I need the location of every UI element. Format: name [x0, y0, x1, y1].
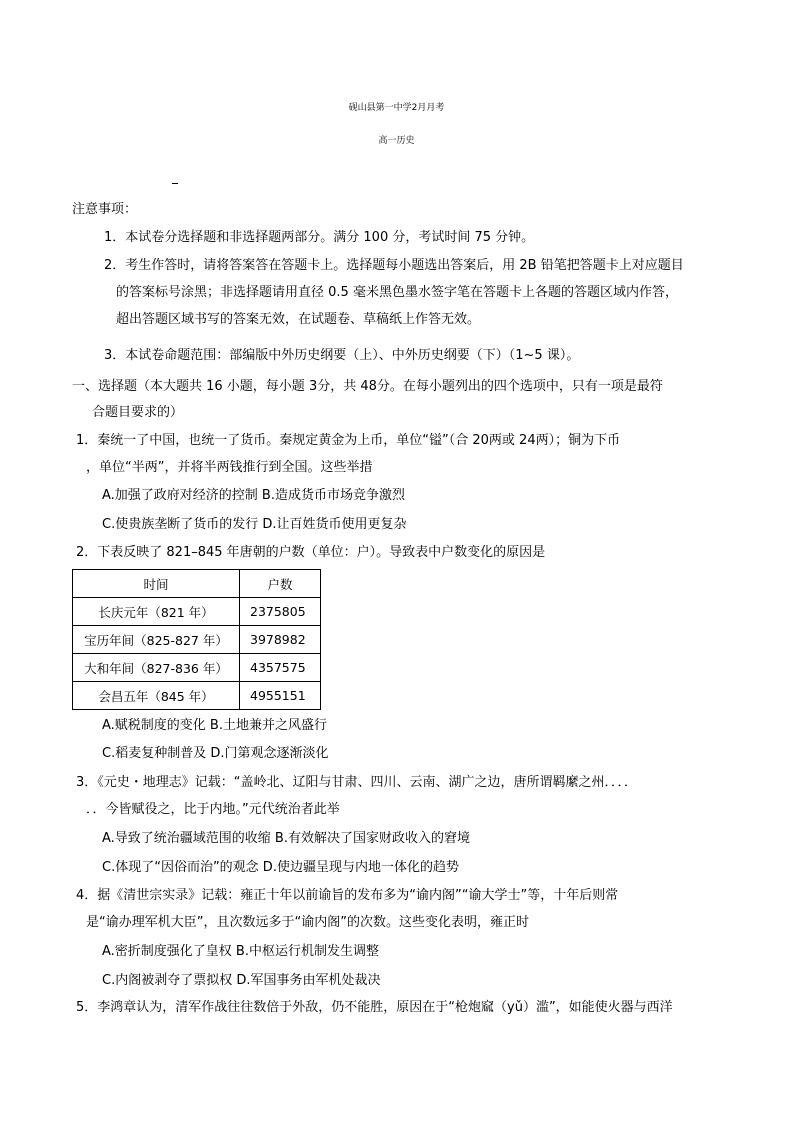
exam-title: 砚山县第一中学2月月考	[348, 103, 445, 113]
notice-heading: 注意事项：	[72, 202, 138, 217]
notice-item-3: 3．本试卷命题范围：部编版中外历史纲要（上）、中外历史纲要（下）（1~5 课）。	[104, 348, 580, 363]
subject-title: 高一历史	[378, 136, 415, 146]
q4-stem-line-1: 4．据《清世宗实录》记载：雍正十年以前谕旨的发布多为“谕内阁”“谕大学士”等，十年后则常	[76, 888, 619, 903]
q2-stem: 2．下表反映了 821–845 年唐朝的户数（单位：户）。导致表中户数变化的原因是	[76, 545, 546, 560]
q4-options-ab: A.密折制度强化了皇权 B.中枢运行机制发生调整	[102, 944, 379, 959]
q4-options-cd: C.内阁被剥夺了票拟权 D.军国事务由军机处裁决	[102, 973, 381, 988]
table-header-time: 时间	[73, 570, 240, 598]
q3-stem-line-2: ．．今皆赋役之，比于内地。”元代统治者此举	[86, 802, 340, 817]
notice-item-2-line-1: 2．考生作答时，请将答案答在答题卡上。选择题每小题选出答案后，用 2B 铅笔把答题卡上对应题目	[104, 258, 684, 273]
table-cell-households: 2375805	[240, 598, 321, 626]
table-cell-households: 3978982	[240, 626, 321, 654]
table-row	[73, 654, 321, 682]
q5-stem-line-1: 5．李鸿章认为，清军作战往往数倍于外敌，仍不能胜，原因在于“枪炮窳（yǔ）滥”，如能使火器与西洋	[76, 1000, 673, 1015]
decorative-dash	[172, 183, 178, 184]
q3-stem-line-1: 3．《元史・地理志》记载：“盖岭北、辽阳与甘肃、四川、云南、湖广之边，唐所谓羁縻之州．．．．	[76, 775, 638, 790]
q4-stem-line-2: 是“谕办理军机大臣”，且次数远多于“谕内阁”的次数。这些变化表明，雍正时	[86, 915, 529, 930]
section-1-heading: 一、选择题（本大题共 16 小题，每小题 3分，共 48分。在每小题列出的四个选项中，只有一项是最符	[72, 379, 663, 394]
q2-options-cd: C.稻麦复种制普及 D.门第观念逐渐淡化	[102, 746, 329, 761]
table-cell-households: 4955151	[240, 682, 321, 710]
notice-item-2-line-3: 超出答题区域书写的答案无效，在试题卷、草稿纸上作答无效。	[116, 312, 481, 327]
notice-item-2-line-2: 的答案标号涂黑；非选择题请用直径 0.5 毫米黑色墨水签字笔在答题卡上各题的答题区域内作答，	[116, 285, 678, 300]
table-cell-time: 长庆元年（821 年）	[73, 598, 240, 626]
table-cell-time: 会昌五年（845 年）	[73, 682, 240, 710]
q1-stem-line-1: 1．秦统一了中国，也统一了货币。秦规定黄金为上币，单位“镒”（合 20两或 24两）；铜为下币	[76, 433, 621, 448]
q2-options-ab: A.赋税制度的变化 B.土地兼并之风盛行	[102, 718, 327, 733]
table-header-households: 户数	[240, 570, 321, 598]
q3-options-cd: C.体现了“因俗而治”的观念 D.使边疆呈现与内地一体化的趋势	[102, 860, 459, 875]
table-row	[73, 598, 321, 626]
notice-item-1: 1．本试卷分选择题和非选择题两部分。满分 100 分，考试时间 75 分钟。	[104, 230, 535, 245]
section-1-heading-cont: 合题目要求的）	[92, 405, 184, 420]
q1-stem-line-2: ，单位“半两”，并将半两钱推行到全国。这些举措	[86, 460, 373, 475]
table-row	[73, 682, 321, 710]
table-row	[73, 626, 321, 654]
table-cell-households: 4357575	[240, 654, 321, 682]
table-header-row	[73, 570, 321, 598]
q3-options-ab: A.导致了统治疆域范围的收缩 B.有效解决了国家财政收入的窘境	[102, 831, 470, 846]
table-cell-time: 宝历年间（825-827 年）	[73, 626, 240, 654]
q1-options-ab: A.加强了政府对经济的控制 B.造成货币市场竞争激烈	[102, 488, 405, 503]
table-cell-time: 大和年间（827-836 年）	[73, 654, 240, 682]
household-table	[72, 569, 321, 710]
q1-options-cd: C.使贵族垄断了货币的发行 D.让百姓货币使用更复杂	[102, 517, 407, 532]
